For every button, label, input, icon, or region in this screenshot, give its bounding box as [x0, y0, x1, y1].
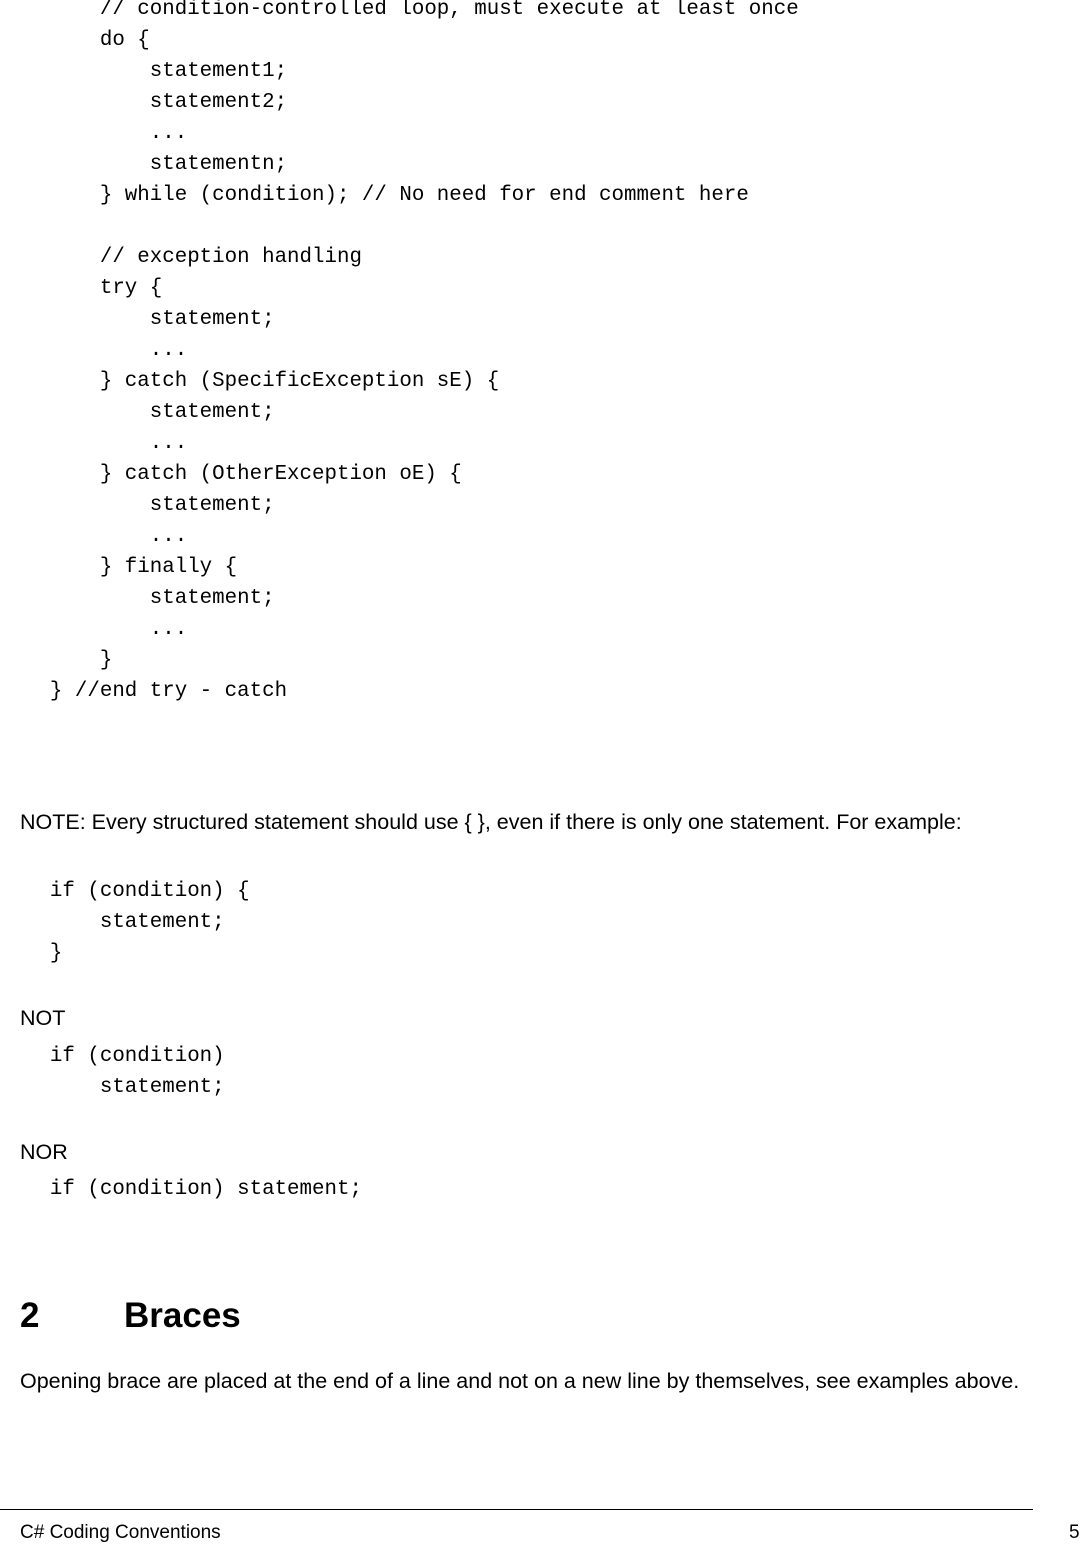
code-line: if (condition) {: [0, 880, 250, 903]
note-paragraph: NOTE: Every structured statement should use { }, even if there is only one statement. For example:: [20, 810, 962, 834]
code-line: }: [0, 942, 63, 965]
code-block-loop-and-exceptions: [0, 0, 799, 707]
section-body: Opening brace are placed at the end of a line and not on a new line by themselves, see examples above.: [20, 1369, 1020, 1393]
code-line: statement2;: [0, 91, 288, 114]
code-line: statement;: [0, 1076, 225, 1099]
code-line: } catch (OtherException oE) {: [0, 463, 462, 486]
code-line: statementn;: [0, 153, 288, 176]
code-line: // exception handling: [0, 246, 362, 269]
code-line: ...: [0, 618, 188, 641]
section-title: Braces: [124, 1296, 241, 1335]
code-line: // condition-controlled loop, must execute at least once: [0, 0, 799, 21]
code-line: ...: [0, 339, 188, 362]
code-line: do {: [0, 29, 150, 52]
code-line: ...: [0, 525, 188, 548]
code-line: if (condition): [0, 1045, 225, 1068]
not-label: NOT: [20, 1006, 66, 1030]
code-block-incorrect-example-1: [0, 1041, 225, 1103]
code-line: if (condition) statement;: [0, 1178, 362, 1201]
code-line: statement;: [0, 911, 225, 934]
nor-label: NOR: [20, 1140, 68, 1164]
code-line: try {: [0, 277, 163, 300]
code-block-correct-example: [0, 876, 250, 969]
footer-document-title: C# Coding Conventions: [20, 1522, 221, 1543]
code-line: [0, 211, 799, 242]
code-line: } catch (SpecificException sE) {: [0, 370, 500, 393]
code-line: statement;: [0, 494, 275, 517]
code-line: } //end try - catch: [0, 680, 288, 703]
code-line: statement;: [0, 401, 275, 424]
section-heading: [20, 1296, 241, 1336]
section-number: 2: [20, 1296, 40, 1335]
code-line: } finally {: [0, 556, 238, 579]
code-block-incorrect-example-2: [0, 1174, 362, 1205]
code-line: }: [0, 649, 113, 672]
footer-divider: [0, 1509, 1033, 1510]
code-line: statement;: [0, 587, 275, 610]
code-line: statement1;: [0, 60, 288, 83]
code-line: ...: [0, 432, 188, 455]
code-line: } while (condition); // No need for end comment here: [0, 184, 749, 207]
footer-page-number: 5: [1069, 1522, 1080, 1543]
code-line: ...: [0, 122, 188, 145]
code-line: statement;: [0, 308, 275, 331]
